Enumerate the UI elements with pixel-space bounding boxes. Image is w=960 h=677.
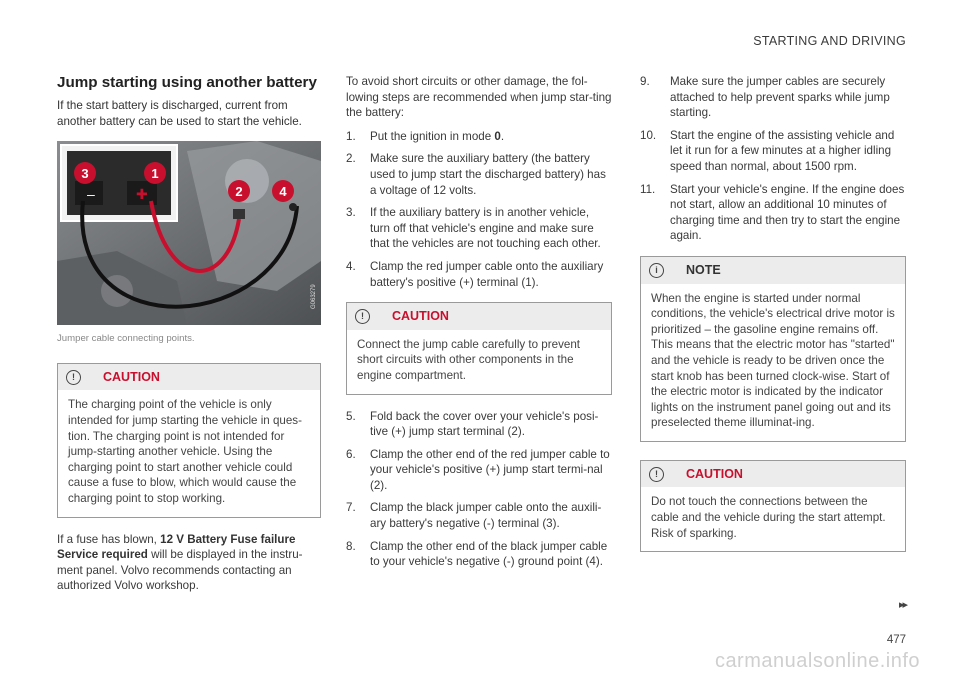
svg-text:–: – bbox=[87, 186, 95, 203]
note-box bbox=[640, 256, 906, 442]
step-9: 9. Make sure the jumper cables are securely attached to help prevent sparks while jump starting. bbox=[640, 75, 890, 120]
caution-box-1 bbox=[57, 363, 321, 518]
section-header: STARTING AND DRIVING bbox=[753, 34, 906, 48]
step-4: 4. Clamp the red jumper cable onto the auxiliary battery's positive (+) terminal (1). bbox=[346, 259, 604, 289]
caution-box-3 bbox=[640, 460, 906, 552]
caution-text: Connect the jump cable carefully to prevent short circuits with other components in the engine compartment. bbox=[357, 337, 580, 382]
svg-text:1: 1 bbox=[151, 166, 159, 182]
caution-label: CAUTION bbox=[103, 369, 160, 384]
page-number: 477 bbox=[886, 634, 906, 646]
caution-label: CAUTION bbox=[686, 466, 743, 481]
steps-list-b bbox=[346, 409, 612, 570]
marker-2 bbox=[228, 180, 250, 202]
info-icon: i bbox=[649, 263, 664, 278]
step-2: 2. Make sure the auxiliary battery (the battery used to jump start the discharged battery) has a voltage of 12 volts. bbox=[346, 152, 606, 197]
steps-intro: To avoid short circuits or other damage, the fol-lowing steps are recommended when jump star-ting the battery: bbox=[346, 75, 612, 120]
note-label: NOTE bbox=[686, 262, 721, 277]
photo-caption: Jumper cable connecting points. bbox=[57, 333, 195, 345]
column-1 bbox=[57, 74, 321, 594]
caution-box-2 bbox=[346, 302, 612, 394]
step-10: 10. Start the engine of the assisting vehicle and let it run for a few minutes at a higher idling speed than normal, about 1500 rpm. bbox=[640, 128, 895, 173]
step-5: 5. Fold back the cover over your vehicle's posi-tive (+) jump start terminal (2). bbox=[346, 409, 599, 439]
step-3: 3. If the auxiliary battery is in another vehicle, turn off that vehicle's engine and make sure that the vehicles are not touching each other. bbox=[346, 206, 601, 251]
marker-4 bbox=[272, 180, 294, 202]
warning-icon: ! bbox=[355, 309, 370, 324]
fuse-paragraph: If a fuse has blown, 12 V Battery Fuse failure Service required will be displayed in the instru-ment panel. Volvo recommends contacting an authorized Volvo workshop. bbox=[57, 532, 303, 593]
caution-text: Do not touch the connections between the cable and the vehicle during the start attempt. Risk of sparking. bbox=[651, 495, 886, 540]
svg-text:3: 3 bbox=[81, 166, 89, 182]
note-text: When the engine is started under normal conditions, the vehicle's electrical drive motor is prioritized – the gasoline engine remains off. This means that the electric motor has "started" and the vehicle is ready to be driven once the start knob has been turned clock-wise. Start of the electric motor is indicated by the indicator lights on the instrument panel going out and its preselected theme illuminat-ing. bbox=[651, 291, 895, 430]
engine-bay-illustration bbox=[57, 141, 321, 325]
svg-text:✚: ✚ bbox=[136, 186, 148, 203]
step-8: 8. Clamp the other end of the black jumper cable to your vehicle's negative (-) ground point (4). bbox=[346, 539, 608, 569]
column-3 bbox=[640, 74, 906, 552]
photo-code: G063279 bbox=[311, 284, 317, 310]
step-7: 7. Clamp the black jumper cable onto the auxili-ary battery's negative (-) terminal (3). bbox=[346, 501, 602, 531]
jumper-cable-photo bbox=[57, 141, 321, 325]
marker-1 bbox=[144, 162, 166, 184]
step-11: 11. Start your vehicle's engine. If the engine does not start, allow an additional 10 minutes of charging time and then try to start the engine again. bbox=[640, 182, 905, 243]
step-1: 1. Put the ignition in mode 0. bbox=[346, 129, 505, 143]
warning-icon: ! bbox=[649, 467, 664, 482]
svg-text:4: 4 bbox=[279, 184, 287, 200]
next-page-arrows-icon: ▸▸ bbox=[898, 599, 906, 611]
caution-label: CAUTION bbox=[392, 309, 449, 324]
watermark: carmanualsonline.info bbox=[714, 650, 920, 672]
steps-list-c bbox=[640, 74, 906, 244]
warning-icon: ! bbox=[66, 370, 81, 385]
intro-text: If the start battery is discharged, current from another battery can be used to start the vehicle. bbox=[57, 99, 302, 128]
steps-list-a bbox=[346, 129, 612, 290]
svg-text:2: 2 bbox=[235, 184, 243, 200]
page-title: Jump starting using another battery bbox=[57, 74, 317, 91]
step-6: 6. Clamp the other end of the red jumper cable to your vehicle's positive (+) jump start termi-nal (2). bbox=[346, 447, 610, 492]
fuse-message: 12 V Battery Fuse failure Service required bbox=[57, 532, 296, 562]
column-2 bbox=[346, 74, 612, 577]
marker-3 bbox=[74, 162, 96, 184]
caution-text: The charging point of the vehicle is only intended for jump starting the vehicle in ques-tion. The charging point is not intended for jump-starting another vehicle. Using the charging point to start another vehicle could cause a fuse to blow, which would cause the charging point to stop working. bbox=[68, 398, 302, 505]
